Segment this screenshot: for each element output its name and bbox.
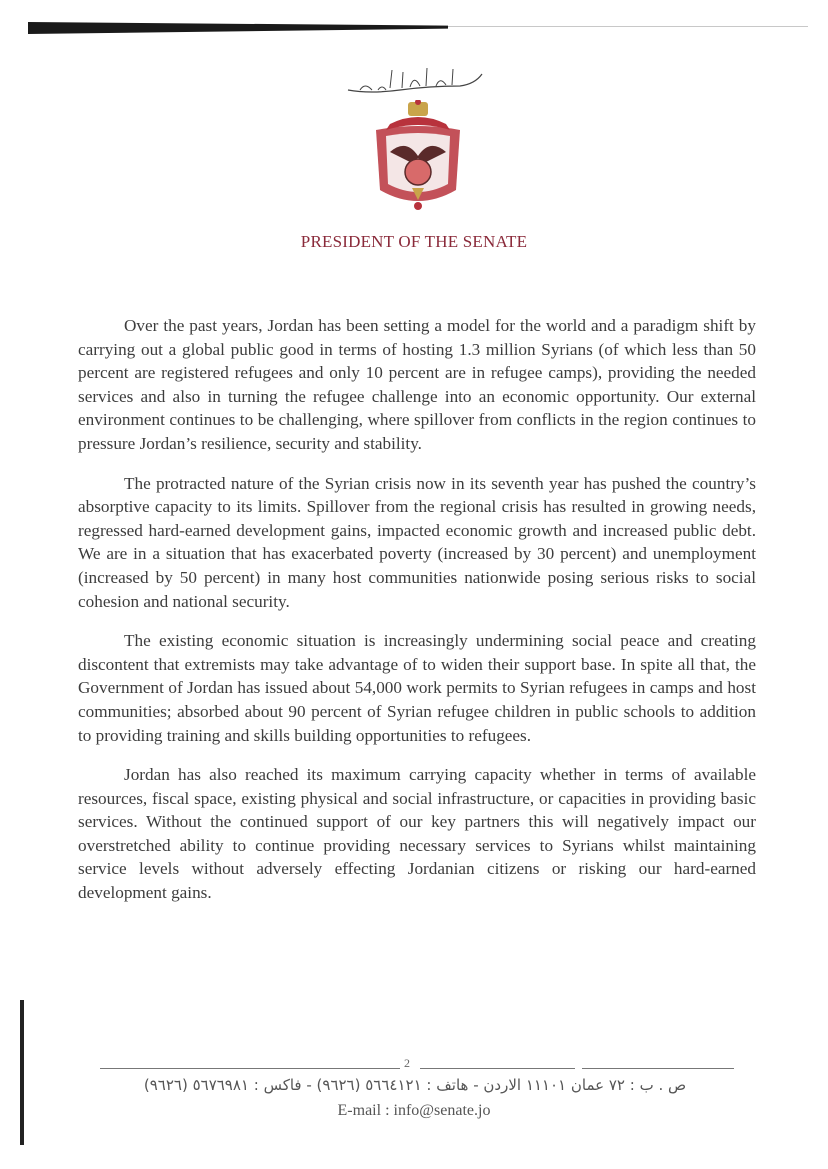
page-number: 2 (404, 1056, 410, 1070)
paragraph: Over the past years, Jordan has been setting a model for the world and a paradigm shift by carrying out a global public good in terms of hosting 1.3 million Syrians (of which less than 50 percent are registered refugees and only 10 percent are in refugee camps), providing the needed services and also in turning the refugee challenge into an economic opportunity. Our external environment continues to be challenging, where spillover from conflicts in the region continues to pressure Jordan’s resilience, security and stability. (78, 316, 756, 453)
paragraph: Jordan has also reached its maximum carrying capacity whether in terms of available resources, fiscal space, existing physical and social infrastructure, or capacities in providing basic services. Without the continued support of our key partners this will negatively impact our overstretched ability to continue providing necessary services to Syrians whilst maintaining service levels without adversely effecting Jordanian citizens or risking our hard-earned development gains. (78, 765, 756, 903)
basmala-calligraphy (340, 60, 490, 100)
footer-address: ص . ب : ٧٢ عمان ١١١٠١ الاردن - هاتف : ٥٦٦٤١٢١ (٩٦٢٦) - فاكس : ٥٦٧٦٩٨١ (٩٦٢٦) (143, 1076, 687, 1094)
page-title: PRESIDENT OF THE SENATE (300, 232, 528, 251)
left-scan-bar (20, 1000, 24, 1145)
footer-divider (582, 1068, 734, 1069)
letter-body (78, 314, 756, 921)
footer-divider (420, 1068, 575, 1069)
footer-divider (100, 1068, 400, 1069)
footer-email: E-mail : info@senate.jo (337, 1102, 491, 1119)
top-scan-bar (28, 22, 448, 34)
top-scan-line (448, 26, 808, 27)
paragraph: The existing economic situation is increasingly undermining social peace and creating discontent that extremists may take advantage of to widen their support base. In spite all that, the Government of Jordan has issued about 54,000 work permits to Syrian refugees in camps and host communities; absorbed about 90 percent of Syrian refugee children in public schools to addition to providing training and skills building opportunities to refugees. (78, 631, 756, 745)
paragraph: The protracted nature of the Syrian crisis now in its seventh year has pushed the country’s absorptive capacity to its limits. Spillover from the regional crisis has resulted in growing needs, regressed hard-earned development gains, impacted economic growth and increased public debt. We are in a situation that has exacerbated poverty (increased by 30 percent) and unemployment (increased by 50 percent) in many host communities nationwide posing serious risks to social cohesion and national security. (78, 473, 756, 611)
royal-emblem-icon (360, 100, 476, 216)
